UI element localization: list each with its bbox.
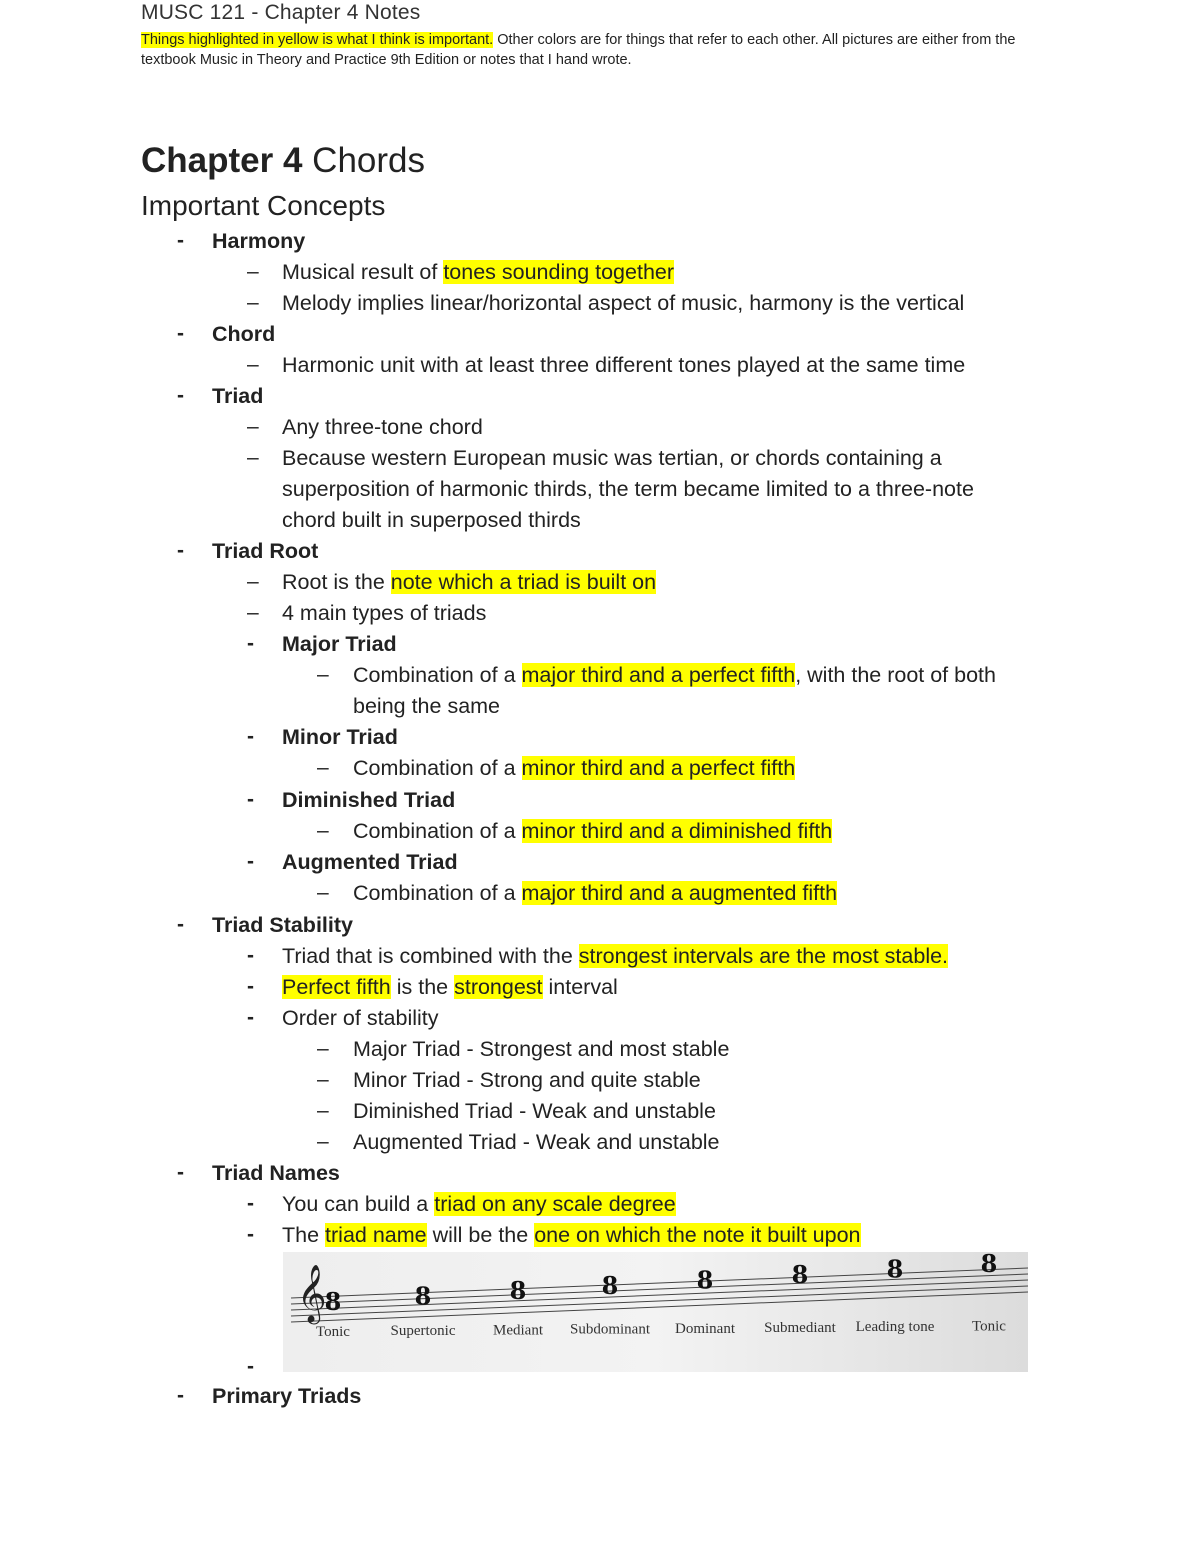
treble-clef-icon: 𝄞 — [297, 1264, 327, 1322]
staff-notation — [283, 1252, 1028, 1372]
triad-chord: 8 — [886, 1254, 904, 1284]
list-item: The triad name will be the one on which the note it built upon — [282, 1223, 861, 1247]
bullet-dash: - — [247, 975, 254, 998]
list-item: Combination of a minor third and a diminished fifth — [353, 819, 833, 843]
bullet-dash: – — [247, 446, 259, 469]
bullet-dash: - — [177, 913, 184, 936]
intro-highlighted-text: Things highlighted in yellow is what I think is important. — [141, 32, 494, 48]
term-triad: Triad — [212, 384, 264, 408]
scale-degree-triads-figure — [283, 1252, 1028, 1372]
list-item: Perfect fifth is the strongest interval — [282, 975, 618, 999]
scale-degree-label: Tonic — [972, 1318, 1006, 1335]
list-item: Musical result of tones sounding together — [282, 260, 675, 284]
term-augmented-triad: Augmented Triad — [282, 850, 458, 874]
chapter-topic: Chords — [302, 141, 425, 180]
scale-degree-label: Supertonic — [390, 1323, 456, 1340]
degree-labels — [316, 1318, 1006, 1340]
bullet-dash: - — [177, 384, 184, 407]
triad-chord: 8 — [324, 1287, 342, 1316]
bullet-dash: – — [247, 260, 259, 283]
triad-chord: 8 — [509, 1276, 527, 1306]
bullet-dash: - — [247, 850, 254, 873]
bullet-dash: – — [317, 1037, 329, 1060]
scale-degree-label: Mediant — [493, 1322, 543, 1339]
bullet-dash: - — [247, 725, 254, 748]
bullet-dash: – — [317, 819, 329, 842]
bullet-dash: - — [247, 1006, 254, 1029]
list-item-continued: superposition of harmonic thirds, the term became limited to a three-note — [282, 477, 974, 501]
bullet-dash: - — [177, 229, 184, 252]
term-chord: Chord — [212, 322, 276, 346]
triad-chord: 8 — [980, 1252, 998, 1279]
chapter-heading — [141, 139, 425, 183]
bullet-dash: - — [247, 788, 254, 811]
bullet-dash: – — [317, 756, 329, 779]
list-item-continued: chord built in superposed thirds — [282, 508, 581, 532]
triad-chord: 8 — [601, 1270, 619, 1300]
list-item: Harmonic unit with at least three different tones played at the same time — [282, 353, 966, 377]
bullet-dash: - — [247, 1223, 254, 1246]
staff-lines — [291, 1268, 1028, 1322]
bullet-dash: – — [317, 663, 329, 686]
bullet-dash: - — [247, 1192, 254, 1215]
list-item: Because western European music was tertian, or chords containing a — [282, 446, 942, 470]
term-triad-names: Triad Names — [212, 1161, 340, 1185]
intro-rest-text: Other colors are for things that refer to each other. All pictures are either from the textbook Music in Theory and Practice 9th Edition or notes that I hand wrote. — [141, 32, 1016, 68]
list-item-continued: being the same — [353, 694, 501, 718]
term-triad-root: Triad Root — [212, 539, 319, 563]
list-item: Minor Triad - Strong and quite stable — [353, 1068, 701, 1092]
list-item: Melody implies linear/horizontal aspect of music, harmony is the vertical — [282, 291, 965, 315]
bullet-dash: – — [247, 353, 259, 376]
scale-degree-label: Subdominant — [569, 1321, 651, 1338]
list-item: You can build a triad on any scale degree — [282, 1192, 676, 1216]
list-item: Root is the note which a triad is built on — [282, 570, 657, 594]
list-item: Diminished Triad - Weak and unstable — [353, 1099, 716, 1123]
bullet-dash: - — [247, 1355, 254, 1378]
triad-chord: 8 — [791, 1260, 809, 1289]
scale-degree-label: Tonic — [316, 1324, 350, 1340]
staff-line — [291, 1292, 1028, 1322]
bullet-dash: – — [247, 601, 259, 624]
scale-degree-label: Dominant — [675, 1320, 735, 1337]
bullet-dash: - — [247, 632, 254, 655]
list-item: Augmented Triad - Weak and unstable — [353, 1130, 720, 1154]
bullet-dash: – — [317, 1130, 329, 1153]
section-subheading: Important Concepts — [141, 190, 386, 221]
document-header-title: MUSC 121 - Chapter 4 Notes — [141, 1, 421, 24]
chapter-number: Chapter 4 — [141, 141, 303, 180]
list-item: Major Triad - Strongest and most stable — [353, 1037, 730, 1061]
list-item: Any three-tone chord — [282, 415, 483, 439]
list-item: Combination of a minor third and a perfect fifth — [353, 756, 796, 780]
bullet-dash: - — [177, 1161, 184, 1184]
triad-chord: 8 — [696, 1265, 714, 1295]
term-triad-stability: Triad Stability — [212, 913, 353, 937]
bullet-dash: - — [177, 539, 184, 562]
term-minor-triad: Minor Triad — [282, 725, 398, 749]
staff-line — [291, 1274, 1028, 1304]
bullet-dash: - — [247, 944, 254, 967]
term-primary-triads: Primary Triads — [212, 1384, 362, 1408]
bullet-dash: – — [317, 1099, 329, 1122]
list-item: Order of stability — [282, 1006, 439, 1030]
term-major-triad: Major Triad — [282, 632, 397, 656]
staff-line — [291, 1268, 1028, 1298]
intro-note — [141, 30, 1041, 70]
staff-line — [291, 1286, 1028, 1316]
term-harmony: Harmony — [212, 229, 306, 253]
bullet-dash: – — [317, 881, 329, 904]
bullet-dash: – — [247, 570, 259, 593]
list-item: 4 main types of triads — [282, 601, 487, 625]
list-item: Triad that is combined with the strongest intervals are the most stable. — [282, 944, 949, 968]
staff-line — [291, 1280, 1028, 1310]
list-item: Combination of a major third and a augmented fifth — [353, 881, 838, 905]
triad-chords — [325, 1252, 998, 1316]
scale-degree-label: Leading tone — [855, 1319, 935, 1336]
bullet-dash: – — [247, 291, 259, 314]
bullet-dash: – — [247, 415, 259, 438]
bullet-dash: - — [177, 322, 184, 345]
term-diminished-triad: Diminished Triad — [282, 788, 456, 812]
bullet-dash: – — [317, 1068, 329, 1091]
list-item: Combination of a major third and a perfect fifth, with the root of both — [353, 663, 996, 687]
triad-chord: 8 — [414, 1281, 432, 1311]
scale-degree-label: Submediant — [764, 1320, 836, 1336]
bullet-dash: - — [177, 1384, 184, 1407]
